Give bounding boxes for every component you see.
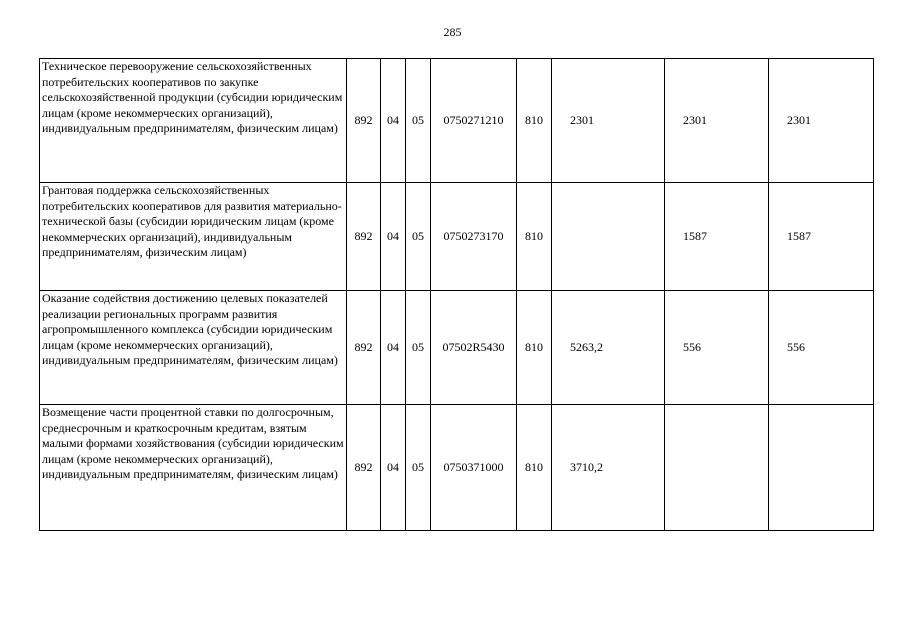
- amount-3-cell: 1587: [769, 183, 874, 291]
- expense-type-cell: 810: [517, 405, 552, 531]
- description-cell: Возмещение части процентной ставки по долгосрочным, среднесрочным и краткосрочным кредитам, взятым малыми формами хозяйствования (субсидии юридическим лицам (кроме некоммерческих организаций), индивидуальным предпринимателям, физическим лицам): [40, 405, 347, 531]
- section-cell: 04: [381, 405, 406, 531]
- target-article-cell: 0750271210: [431, 59, 517, 183]
- amount-3-cell: [769, 405, 874, 531]
- amount-2-cell: [665, 405, 769, 531]
- ministry-cell: 892: [347, 183, 381, 291]
- target-article-cell: 0750273170: [431, 183, 517, 291]
- target-article-cell: 07502R5430: [431, 291, 517, 405]
- section-cell: 04: [381, 59, 406, 183]
- ministry-cell: 892: [347, 291, 381, 405]
- section-cell: 04: [381, 291, 406, 405]
- table-row: [40, 183, 874, 291]
- subsection-cell: 05: [406, 291, 431, 405]
- subsection-cell: 05: [406, 183, 431, 291]
- table-row: [40, 59, 874, 183]
- expense-type-cell: 810: [517, 291, 552, 405]
- amount-2-cell: 2301: [665, 59, 769, 183]
- page-number: 285: [443, 25, 462, 39]
- expense-type-cell: 810: [517, 183, 552, 291]
- budget-table: [39, 58, 874, 531]
- amount-1-cell: [552, 183, 665, 291]
- description-cell: Оказание содействия достижению целевых показателей реализации региональных программ развития агропромышленного комплекса (субсидии юридическим лицам (кроме некоммерческих организаций), индивидуальным предпринимателям, физическим лицам): [40, 291, 347, 405]
- amount-3-cell: 2301: [769, 59, 874, 183]
- amount-1-cell: 5263,2: [552, 291, 665, 405]
- table-row: [40, 405, 874, 531]
- amount-3-cell: 556: [769, 291, 874, 405]
- target-article-cell: 0750371000: [431, 405, 517, 531]
- amount-2-cell: 556: [665, 291, 769, 405]
- description-cell: Техническое перевооружение сельскохозяйственных потребительских кооперативов по закупке сельскохозяйственной продукции (субсидии юридическим лицам (кроме некоммерческих организаций), индивидуальным предпринимателям, физическим лицам): [40, 59, 347, 183]
- amount-2-cell: 1587: [665, 183, 769, 291]
- amount-1-cell: 2301: [552, 59, 665, 183]
- ministry-cell: 892: [347, 405, 381, 531]
- section-cell: 04: [381, 183, 406, 291]
- amount-1-cell: 3710,2: [552, 405, 665, 531]
- subsection-cell: 05: [406, 405, 431, 531]
- subsection-cell: 05: [406, 59, 431, 183]
- expense-type-cell: 810: [517, 59, 552, 183]
- ministry-cell: 892: [347, 59, 381, 183]
- table-row: [40, 291, 874, 405]
- description-cell: Грантовая поддержка сельскохозяйственных потребительских кооперативов для развития материально-технической базы (субсидии юридическим лицам (кроме некоммерческих организаций), индивидуальным предпринимателям, физическим лицам): [40, 183, 347, 291]
